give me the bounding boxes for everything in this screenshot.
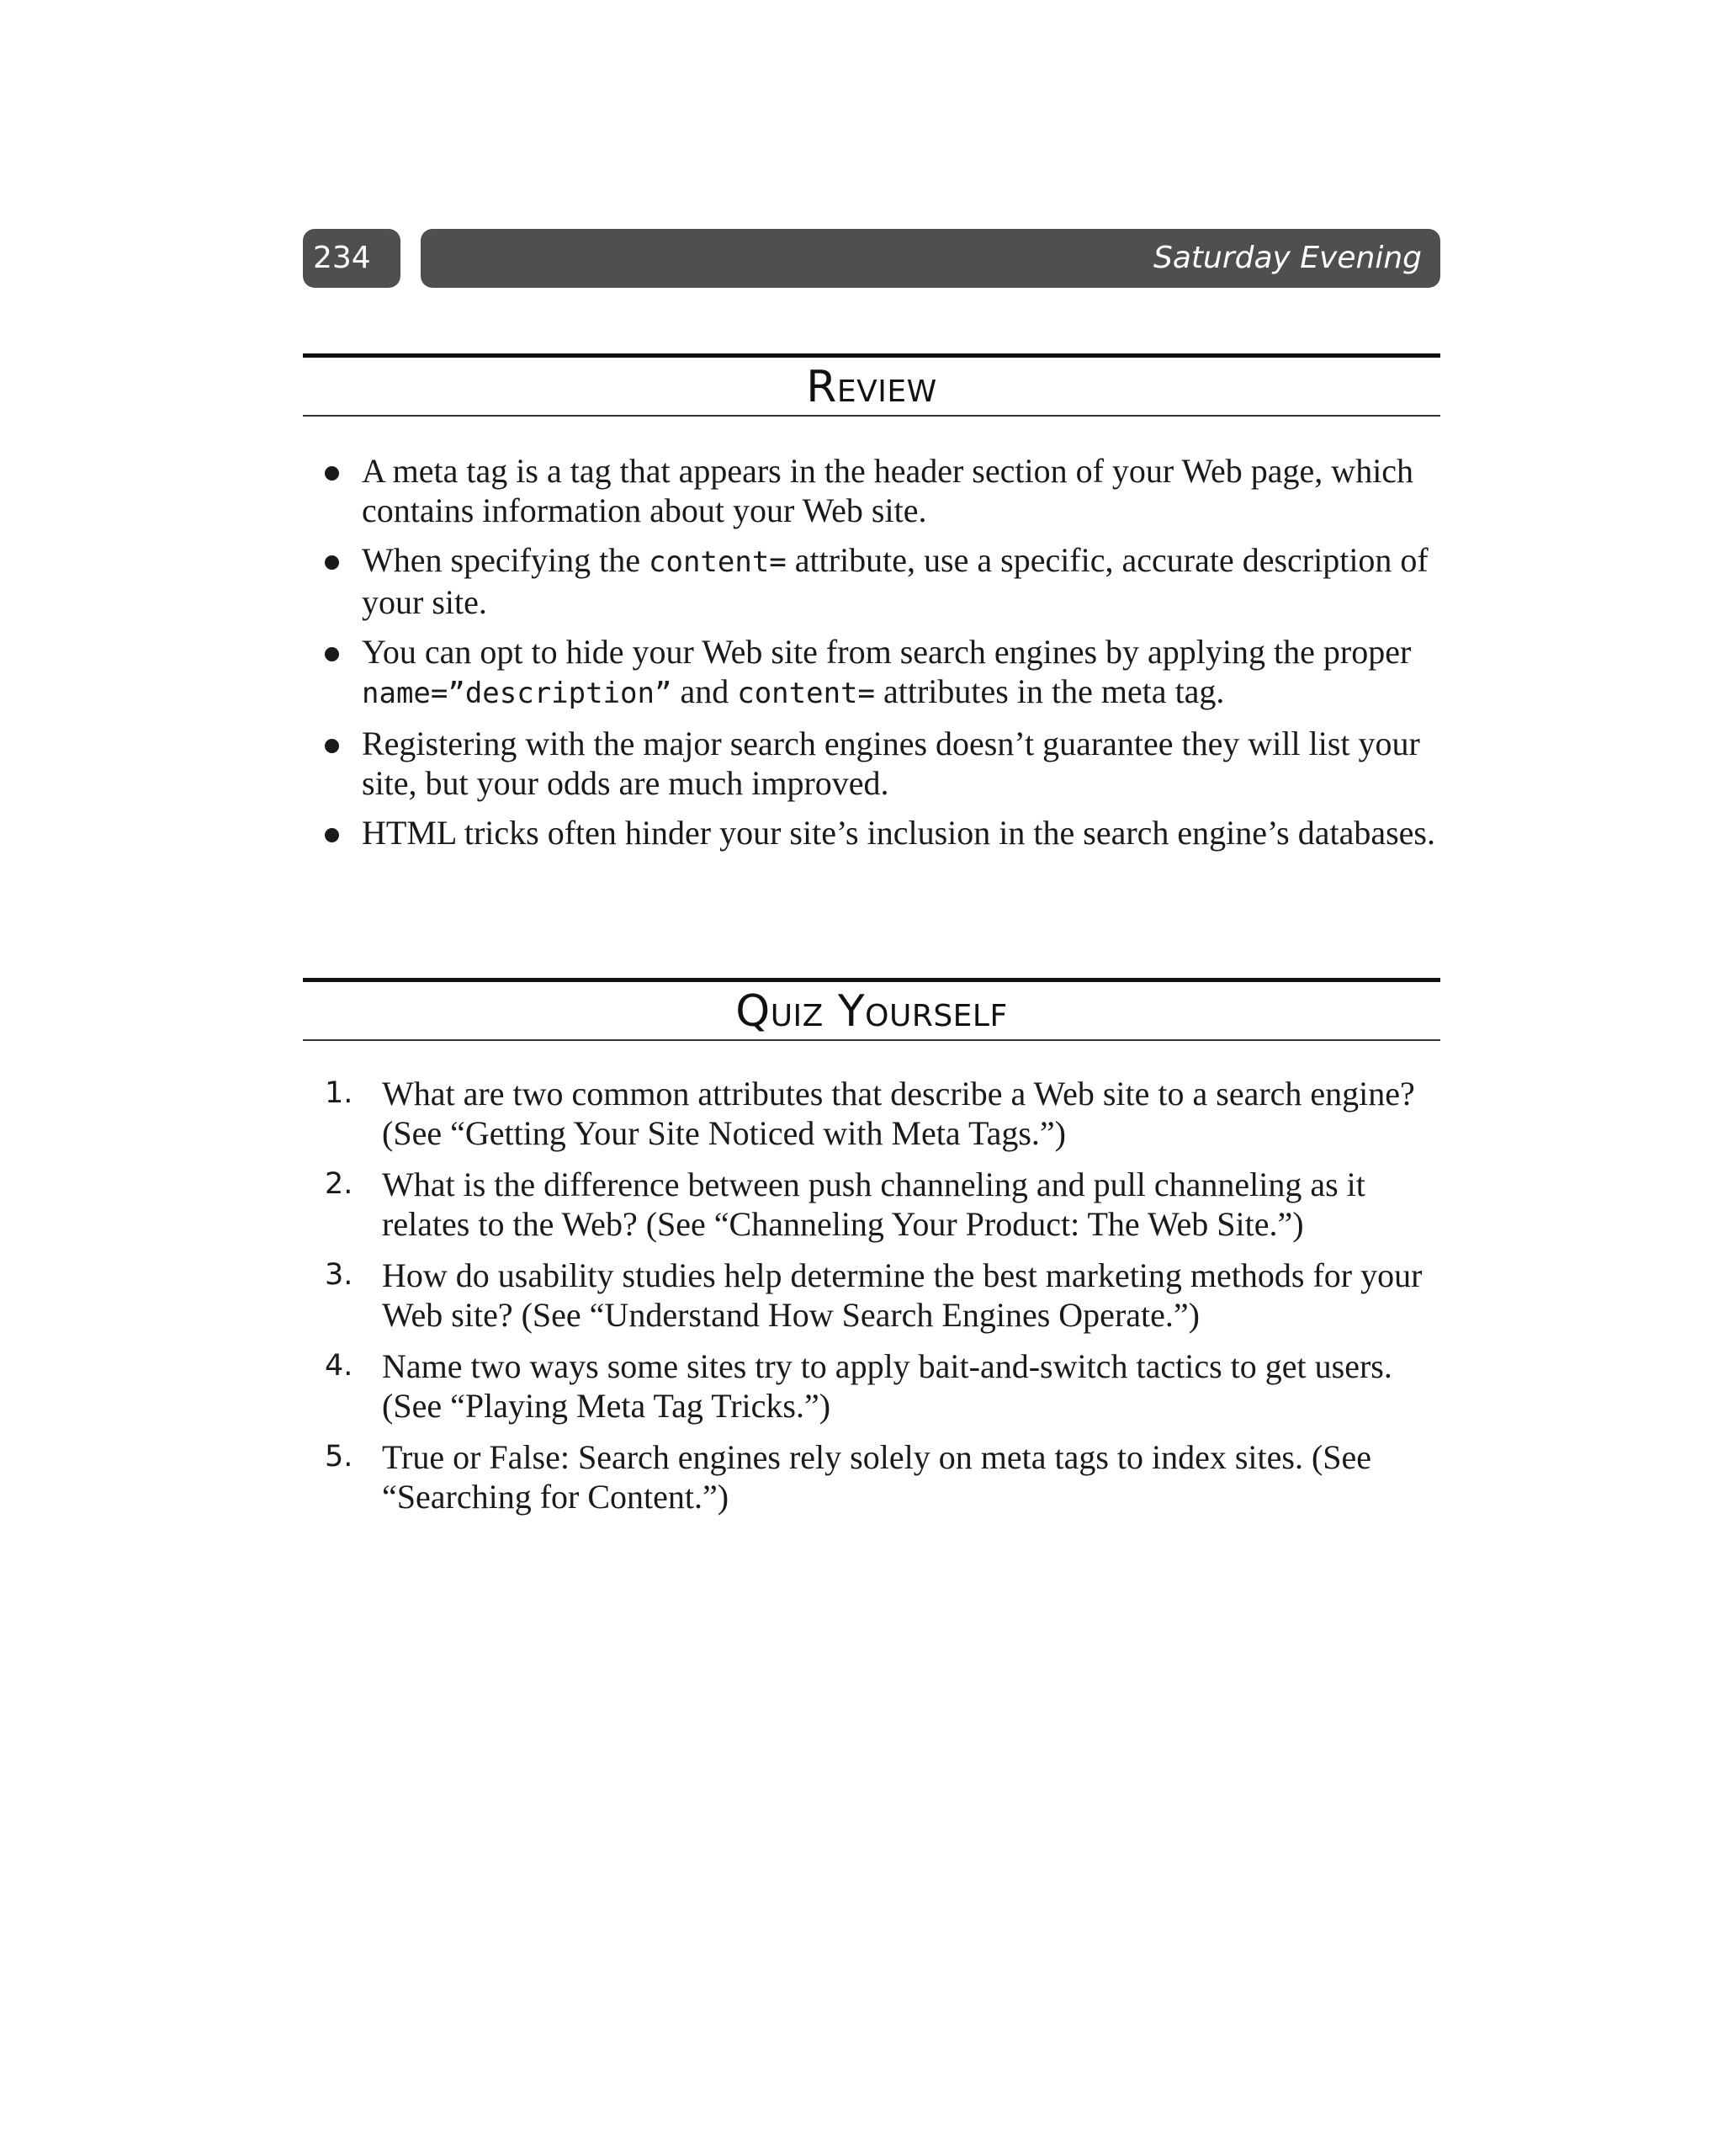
quiz-item-text: How do usability studies help determine the best marketing methods for your Web site? (See “Understand How Search Engines Operate.”) [382, 1256, 1423, 1334]
quiz-item-number: 4. [325, 1349, 353, 1383]
quiz-section-header [303, 978, 1440, 1041]
review-section-header [303, 353, 1440, 417]
bullet-icon [325, 555, 339, 570]
section-rule-bottom [303, 1039, 1440, 1041]
quiz-item-number: 1. [325, 1076, 353, 1110]
quiz-item-text: What is the difference between push channeling and pull channeling as it relates to the Web? (See “Channeling Your Product: The Web Site.”) [382, 1166, 1365, 1243]
quiz-item [320, 1074, 1439, 1153]
quiz-item [320, 1437, 1439, 1516]
quiz-list [320, 1074, 1439, 1528]
quiz-item [320, 1346, 1439, 1426]
quiz-item-number: 2. [325, 1167, 353, 1201]
quiz-title: Quiz Yourself [735, 986, 1008, 1037]
page-number: 234 [303, 229, 400, 288]
bullet-icon [325, 739, 339, 753]
quiz-item-number: 3. [325, 1258, 353, 1292]
bullet-icon [325, 647, 339, 661]
quiz-item-text: True or False: Search engines rely solely on meta tags to index sites. (See “Searching for Content.”) [382, 1438, 1372, 1516]
review-title: Review [806, 362, 937, 412]
review-item: You can opt to hide your Web site from search engines by applying the proper name=”description” and content= attributes in the meta tag. [320, 632, 1439, 714]
quiz-item [320, 1256, 1439, 1335]
running-head-title: Saturday Evening [421, 229, 1440, 288]
review-list [320, 451, 1439, 863]
code-span: content= [649, 545, 787, 579]
bullet-icon [325, 828, 339, 842]
code-span: content= [737, 677, 875, 710]
review-item: HTML tricks often hinder your site’s inclusion in the search engine’s databases. [320, 813, 1439, 852]
bullet-icon [325, 466, 339, 481]
section-rule-bottom [303, 415, 1440, 417]
quiz-item-number: 5. [325, 1440, 353, 1474]
review-item: A meta tag is a tag that appears in the header section of your Web page, which contains information about your Web site. [320, 451, 1439, 530]
review-item: When specifying the content= attribute, use a specific, accurate description of your site. [320, 540, 1439, 622]
quiz-item-text: What are two common attributes that describe a Web site to a search engine? (See “Getting Your Site Noticed with Meta Tags.”) [382, 1075, 1415, 1152]
code-span: name=”description” [362, 677, 672, 710]
quiz-item-text: Name two ways some sites try to apply bait-and-switch tactics to get users. (See “Playing Meta Tag Tricks.”) [382, 1347, 1392, 1425]
quiz-item [320, 1165, 1439, 1244]
review-item: Registering with the major search engines doesn’t guarantee they will list your site, but your odds are much improved. [320, 724, 1439, 803]
